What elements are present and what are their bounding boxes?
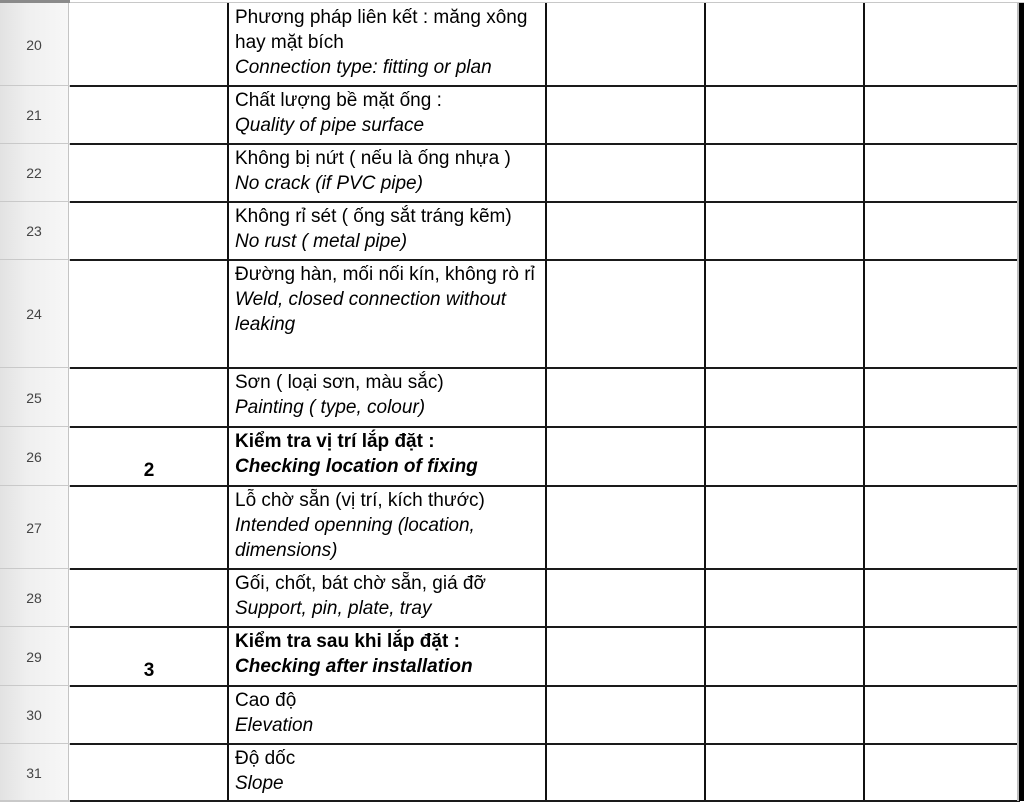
column-border [545, 202, 547, 260]
cell-result-1[interactable] [546, 569, 705, 627]
table-row [0, 3, 1024, 86]
column-border [545, 368, 547, 427]
cell-description[interactable] [228, 686, 546, 744]
item-number: 2 [143, 460, 155, 481]
cell-result-3[interactable] [864, 627, 1020, 686]
cell-result-2[interactable] [705, 144, 864, 202]
cell-description[interactable] [228, 427, 546, 486]
cell-result-3[interactable] [864, 144, 1020, 202]
column-border [704, 86, 706, 144]
column-border [863, 202, 865, 260]
cell-result-2[interactable] [705, 686, 864, 744]
column-border [863, 260, 865, 368]
cell-description[interactable] [228, 744, 546, 801]
column-border [545, 3, 547, 86]
description-english: Quality of pipe surface [235, 115, 425, 136]
cell-item-number[interactable] [70, 144, 228, 202]
table-row [0, 202, 1024, 260]
column-border [863, 627, 865, 686]
description-vietnamese: Cao độ [235, 690, 297, 711]
cell-item-number[interactable] [70, 260, 228, 368]
cell-result-3[interactable] [864, 686, 1020, 744]
table-row [0, 86, 1024, 144]
cell-result-1[interactable] [546, 144, 705, 202]
column-border [863, 427, 865, 486]
item-number: 3 [143, 660, 155, 681]
row-header[interactable]: 31 [0, 744, 69, 801]
column-border [545, 427, 547, 486]
cell-description[interactable] [228, 144, 546, 202]
table-row [0, 368, 1024, 427]
column-border [863, 3, 865, 86]
cell-description[interactable] [228, 569, 546, 627]
cell-result-2[interactable] [705, 368, 864, 427]
table-row [0, 144, 1024, 202]
description-vietnamese: Kiểm tra vị trí lắp đặt : [235, 431, 435, 452]
column-border [704, 202, 706, 260]
row-header[interactable]: 29 [0, 627, 69, 686]
cell-item-number[interactable] [70, 427, 228, 486]
column-border [227, 86, 229, 144]
table-row [0, 627, 1024, 686]
description-english: Painting ( type, colour) [235, 397, 426, 418]
column-border [863, 486, 865, 569]
column-border [863, 686, 865, 744]
cell-result-3[interactable] [864, 744, 1020, 801]
cell-item-number[interactable] [70, 486, 228, 569]
cell-result-2[interactable] [705, 260, 864, 368]
description-english: Checking after installation [235, 656, 473, 677]
column-border [704, 144, 706, 202]
table-row [0, 486, 1024, 569]
column-border [704, 744, 706, 801]
column-border [704, 368, 706, 427]
column-border [704, 3, 706, 86]
row-header[interactable]: 28 [0, 569, 69, 627]
row-header[interactable]: 30 [0, 686, 69, 744]
column-border [545, 744, 547, 801]
column-border [545, 260, 547, 368]
column-border [704, 427, 706, 486]
cell-result-1[interactable] [546, 486, 705, 569]
column-border [863, 569, 865, 627]
column-border [227, 569, 229, 627]
cell-item-number[interactable] [70, 627, 228, 686]
cell-description[interactable] [228, 627, 546, 686]
description-english: Intended openning (location, dimensions) [235, 515, 475, 561]
cell-result-2[interactable] [705, 486, 864, 569]
column-border [227, 144, 229, 202]
column-border [545, 144, 547, 202]
table-row [0, 569, 1024, 627]
description-english: Support, pin, plate, tray [235, 598, 432, 619]
cell-result-3[interactable] [864, 260, 1020, 368]
cell-description[interactable] [228, 486, 546, 569]
column-border [545, 86, 547, 144]
cell-description[interactable] [228, 368, 546, 427]
column-border [545, 686, 547, 744]
column-border [227, 686, 229, 744]
description-vietnamese: Không bị nứt ( nếu là ống nhựa ) [235, 148, 511, 169]
column-border [704, 627, 706, 686]
description-english: Slope [235, 773, 284, 794]
column-border [704, 486, 706, 569]
description-english: No rust ( metal pipe) [235, 231, 408, 252]
column-border [704, 260, 706, 368]
table-row [0, 686, 1024, 744]
description-english: No crack (if PVC pipe) [235, 173, 423, 194]
column-border [227, 260, 229, 368]
column-border [863, 144, 865, 202]
column-border [863, 744, 865, 801]
column-border [227, 627, 229, 686]
column-border [545, 569, 547, 627]
row-header[interactable]: 24 [0, 260, 69, 368]
cell-result-1[interactable] [546, 368, 705, 427]
row-header[interactable]: 27 [0, 486, 69, 569]
cell-result-1[interactable] [546, 86, 705, 144]
column-border [227, 3, 229, 86]
cell-description[interactable] [228, 260, 546, 368]
cell-description[interactable] [228, 86, 546, 144]
row-header[interactable]: 25 [0, 368, 69, 427]
cell-item-number[interactable] [70, 744, 228, 801]
column-border [704, 569, 706, 627]
table-row [0, 427, 1024, 486]
column-border [863, 86, 865, 144]
cell-result-3[interactable] [864, 427, 1020, 486]
description-vietnamese: Kiểm tra sau khi lắp đặt : [235, 631, 460, 652]
row-header[interactable]: 26 [0, 427, 69, 486]
cell-result-3[interactable] [864, 486, 1020, 569]
description-vietnamese: Chất lượng bề mặt ống : [235, 90, 442, 111]
column-border [227, 744, 229, 801]
description-english: Weld, closed connection without leaking [235, 289, 507, 335]
cell-result-1[interactable] [546, 3, 705, 86]
cell-result-3[interactable] [864, 368, 1020, 427]
row-header[interactable]: 20 [0, 3, 69, 86]
column-border [227, 486, 229, 569]
cell-description[interactable] [228, 3, 546, 86]
right-edge-bar [1019, 3, 1024, 801]
column-border [704, 686, 706, 744]
column-border [545, 627, 547, 686]
cell-result-2[interactable] [705, 569, 864, 627]
description-english: Elevation [235, 715, 314, 736]
cell-result-1[interactable] [546, 686, 705, 744]
description-vietnamese: Độ dốc [235, 748, 296, 769]
table-row [0, 744, 1024, 801]
cell-item-number[interactable] [70, 202, 228, 260]
description-english: Checking location of fixing [235, 456, 478, 477]
cell-result-3[interactable] [864, 86, 1020, 144]
cell-result-1[interactable] [546, 260, 705, 368]
cell-result-1[interactable] [546, 744, 705, 801]
cell-result-2[interactable] [705, 627, 864, 686]
description-vietnamese: Phương pháp liên kết : măng xông hay mặt bích [235, 7, 528, 53]
cell-result-3[interactable] [864, 569, 1020, 627]
row-header[interactable]: 21 [0, 86, 69, 144]
cell-result-2[interactable] [705, 86, 864, 144]
description-vietnamese: Không rỉ sét ( ống sắt tráng kẽm) [235, 206, 512, 227]
cell-item-number[interactable] [70, 368, 228, 427]
cell-result-2[interactable] [705, 427, 864, 486]
row-header[interactable]: 22 [0, 144, 69, 202]
cell-result-2[interactable] [705, 202, 864, 260]
cell-result-3[interactable] [864, 3, 1020, 86]
cell-item-number[interactable] [70, 686, 228, 744]
column-border [863, 368, 865, 427]
column-border [227, 202, 229, 260]
cell-result-1[interactable] [546, 627, 705, 686]
cell-result-2[interactable] [705, 744, 864, 801]
column-border [545, 486, 547, 569]
cell-result-2[interactable] [705, 3, 864, 86]
cell-item-number[interactable] [70, 86, 228, 144]
cell-result-1[interactable] [546, 202, 705, 260]
cell-description[interactable] [228, 202, 546, 260]
description-vietnamese: Lỗ chờ sẵn (vị trí, kích thước) [235, 490, 485, 511]
row-header[interactable]: 23 [0, 202, 69, 260]
description-vietnamese: Sơn ( loại sơn, màu sắc) [235, 372, 444, 393]
description-vietnamese: Đường hàn, mối nối kín, không rò rỉ [235, 264, 535, 285]
description-vietnamese: Gối, chốt, bát chờ sẵn, giá đỡ [235, 573, 486, 594]
column-border [227, 368, 229, 427]
cell-item-number[interactable] [70, 3, 228, 86]
cell-result-3[interactable] [864, 202, 1020, 260]
cell-item-number[interactable] [70, 569, 228, 627]
description-english: Connection type: fitting or plan [235, 57, 492, 78]
table-row [0, 260, 1024, 368]
cell-result-1[interactable] [546, 427, 705, 486]
column-border [227, 427, 229, 486]
